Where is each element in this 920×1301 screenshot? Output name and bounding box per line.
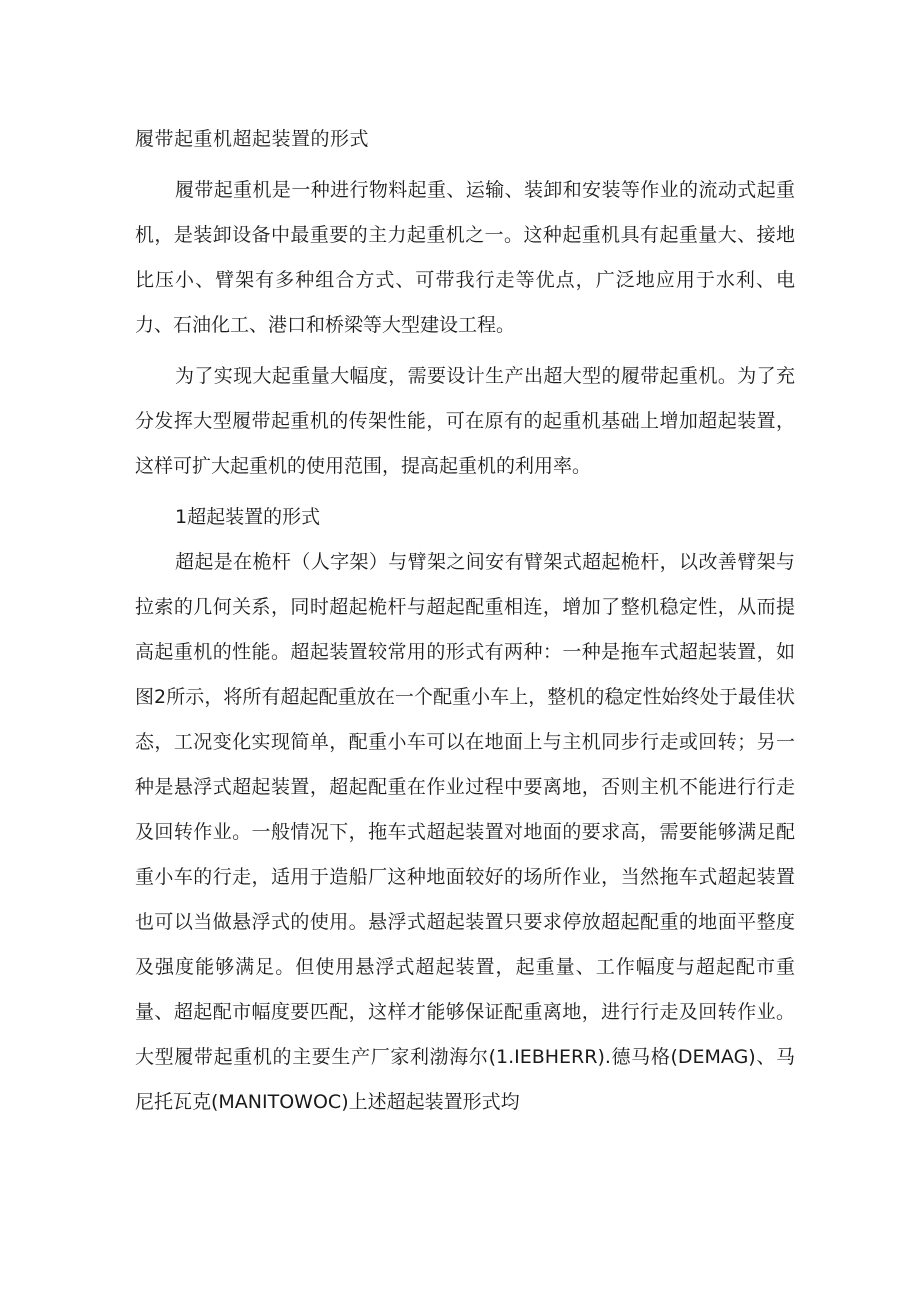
section-heading: 1超起装置的形式: [175, 506, 321, 528]
paragraph-section: 超起是在桅杆（人字架）与臂架之间安有臂架式超起桅杆，以改善臂架与拉索的几何关系，同时超起桅杆与超起配重相连，增加了整机稳定性，从而提高起重机的性能。超起装置较常用的形式有两种：一种是拖车式超起装置，如图2所示，将所有超起配重放在一个配重小车上，整机的稳定性始终处于最佳状态，工况变化实现简单，配重小车可以在地面上与主机同步行走或回转；另一种是悬浮式超起装置，超起配重在作业过程中要离地，否则主机不能进行行走及回转作业。一般情况下，拖车式超起装置对地面的要求高，需要能够满足配重小车的行走，适用于造船厂这种地面较好的场所作业，当然拖车式超起装置也可以当做悬浮式的使用。悬浮式超起装置只要求停放超起配重的地面平整度及强度能够满足。但使用悬浮式超起装置，起重量、工作幅度与超起配市重量、超起配市幅度要匹配，这样才能够保证配重离地，进行行走及回转作业。大型履带起重机的主要生产厂家利渤海尔(1.IEBHERR).德马格(DEMAG)、马尼托瓦克(MANITOWOC)上述超起装置形式均: [135, 551, 795, 1113]
paragraph-intro: 履带起重机是一种进行物料起重、运输、装卸和安装等作业的流动式起重机，是装卸设备中最重要的主力起重机之一。这种起重机具有起重量大、接地比压小、臂架有多种组合方式、可带我行走等优点，广泛地应用于水利、电力、石油化工、港口和桥梁等大型建设工程。: [135, 179, 795, 336]
paragraph-purpose: 为了实现大起重量大幅度，需要设计生产出超大型的履带起重机。为了充分发挥大型履带起重机的传架性能，可在原有的起重机基础上增加超起装置，这样可扩大起重机的使用范围，提高起重机的利用率。: [135, 365, 795, 477]
document-title: 履带起重机超起装置的形式: [135, 128, 370, 150]
document-body: [135, 168, 795, 1125]
